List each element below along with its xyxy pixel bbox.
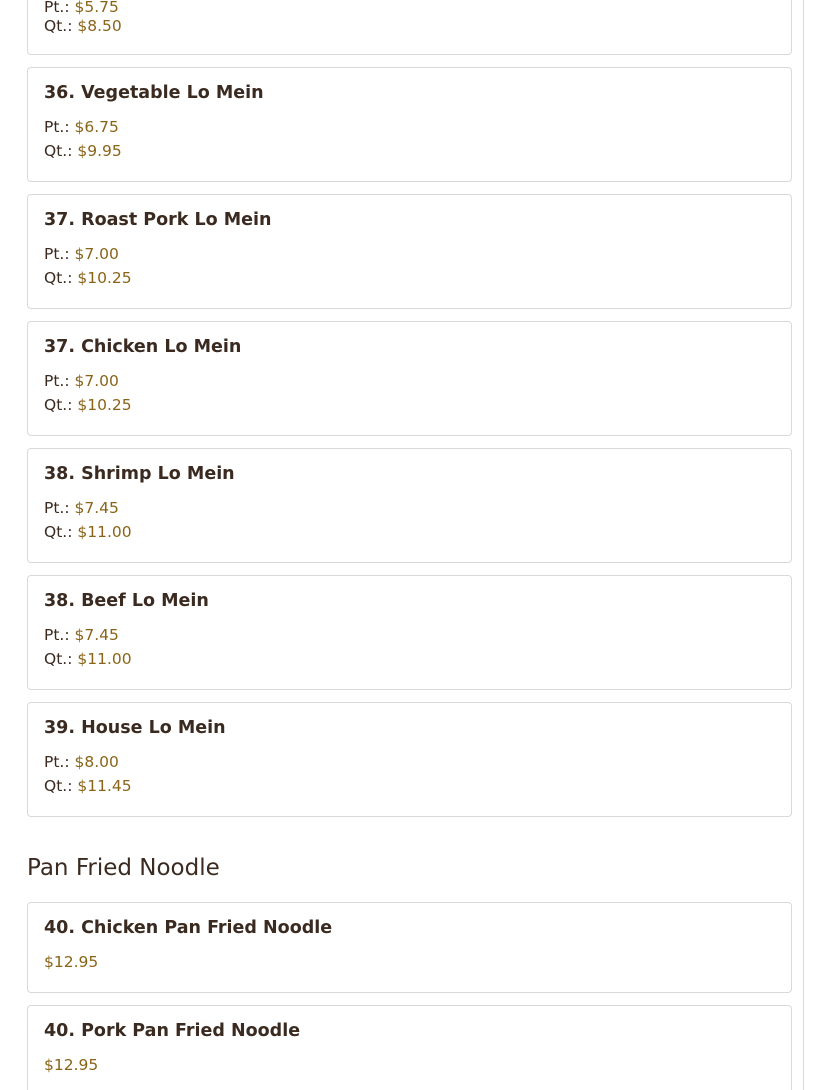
quart-price: $9.95 bbox=[77, 142, 122, 160]
menu-item-card[interactable] bbox=[27, 67, 792, 182]
item-name: 38. Beef Lo Mein bbox=[44, 591, 209, 611]
quart-price-line bbox=[44, 269, 132, 287]
quart-label: Qt.: bbox=[44, 269, 73, 287]
quart-price-line bbox=[44, 523, 132, 541]
pint-label: Pt.: bbox=[44, 0, 70, 16]
section-title: Pan Fried Noodle bbox=[27, 855, 220, 881]
quart-price: $11.00 bbox=[77, 650, 132, 668]
quart-price: $11.00 bbox=[77, 523, 132, 541]
pint-label: Pt.: bbox=[44, 753, 70, 771]
menu-item-card[interactable] bbox=[27, 902, 792, 993]
pint-price: $6.75 bbox=[74, 118, 119, 136]
quart-price-line bbox=[44, 650, 132, 668]
quart-label: Qt.: bbox=[44, 396, 73, 414]
item-name: 39. House Lo Mein bbox=[44, 718, 226, 738]
quart-label: Qt.: bbox=[44, 523, 73, 541]
pint-price-line bbox=[44, 499, 119, 517]
item-name: 40. Chicken Pan Fried Noodle bbox=[44, 918, 333, 938]
quart-price-line bbox=[44, 17, 122, 35]
item-price-line bbox=[44, 1056, 98, 1074]
quart-price: $11.45 bbox=[77, 777, 132, 795]
pint-label: Pt.: bbox=[44, 118, 70, 136]
item-name: 37. Roast Pork Lo Mein bbox=[44, 210, 272, 230]
quart-label: Qt.: bbox=[44, 17, 73, 35]
page-right-border bbox=[803, 0, 804, 1090]
quart-label: Qt.: bbox=[44, 650, 73, 668]
quart-price-line bbox=[44, 396, 132, 414]
pint-price-line bbox=[44, 0, 119, 16]
menu-item-card[interactable] bbox=[27, 702, 792, 817]
quart-price: $8.50 bbox=[77, 17, 122, 35]
pint-price: $7.45 bbox=[74, 499, 119, 517]
quart-price-line bbox=[44, 777, 132, 795]
pint-label: Pt.: bbox=[44, 626, 70, 644]
item-name: 37. Chicken Lo Mein bbox=[44, 337, 242, 357]
item-name: 36. Vegetable Lo Mein bbox=[44, 83, 264, 103]
item-price-line bbox=[44, 953, 98, 971]
menu-item-card[interactable] bbox=[27, 0, 792, 55]
item-price: $12.95 bbox=[44, 953, 99, 971]
pint-price-line bbox=[44, 118, 119, 136]
pint-price: $5.75 bbox=[74, 0, 119, 16]
item-name: 38. Shrimp Lo Mein bbox=[44, 464, 235, 484]
pint-price-line bbox=[44, 245, 119, 263]
menu-item-card[interactable] bbox=[27, 194, 792, 309]
quart-price: $10.25 bbox=[77, 396, 132, 414]
quart-price-line bbox=[44, 142, 122, 160]
pint-label: Pt.: bbox=[44, 245, 70, 263]
pint-price-line bbox=[44, 753, 119, 771]
quart-price: $10.25 bbox=[77, 269, 132, 287]
quart-label: Qt.: bbox=[44, 777, 73, 795]
pint-label: Pt.: bbox=[44, 372, 70, 390]
item-price: $12.95 bbox=[44, 1056, 99, 1074]
quart-label: Qt.: bbox=[44, 142, 73, 160]
pint-price: $8.00 bbox=[74, 753, 119, 771]
menu-item-card[interactable] bbox=[27, 575, 792, 690]
pint-label: Pt.: bbox=[44, 499, 70, 517]
pint-price: $7.00 bbox=[74, 245, 119, 263]
pint-price: $7.45 bbox=[74, 626, 119, 644]
item-name: 40. Pork Pan Fried Noodle bbox=[44, 1021, 301, 1041]
pint-price: $7.00 bbox=[74, 372, 119, 390]
pint-price-line bbox=[44, 626, 119, 644]
pint-price-line bbox=[44, 372, 119, 390]
menu-item-card[interactable] bbox=[27, 448, 792, 563]
menu-item-card[interactable] bbox=[27, 1005, 792, 1090]
menu-item-card[interactable] bbox=[27, 321, 792, 436]
